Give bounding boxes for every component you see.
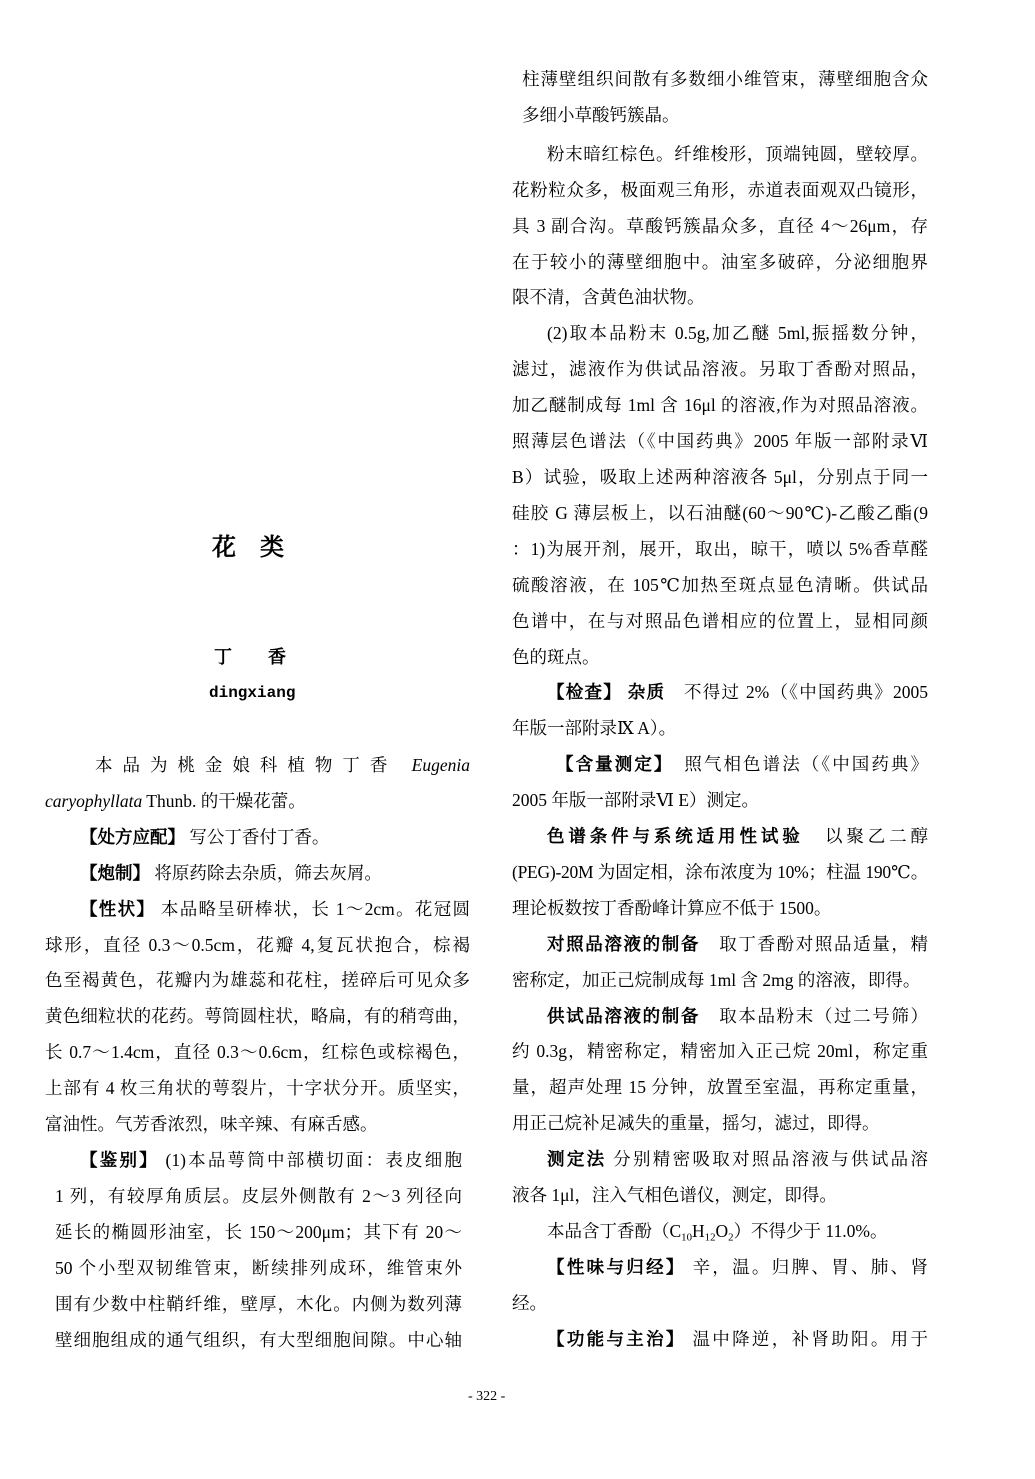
text-line <box>45 999 470 1035</box>
text-line <box>45 820 470 856</box>
text-run: 长 0.7～1.4cm，直径 0.3～0.6cm，红棕色或棕褐色， <box>45 1042 470 1063</box>
bold-label: 【处方应配】 <box>80 826 185 847</box>
bold-label: 【性味与归经】 <box>547 1256 686 1277</box>
text-run: 取丁香酚对照品适量，精 <box>700 933 929 954</box>
text-run: 分别精密吸取对照品溶液与供试品溶 <box>606 1149 929 1170</box>
bold-label: 【鉴别】 <box>80 1149 159 1170</box>
text-line <box>45 784 470 820</box>
text-line <box>512 460 928 496</box>
text-line <box>512 1286 928 1322</box>
paragraph-assay <box>512 747 928 819</box>
text-run: 花粉粒众多，极面观三角形，赤道表面观双凸镜形， <box>512 179 928 200</box>
text-line <box>45 856 470 892</box>
latin-term: caryophyllata <box>45 790 143 811</box>
text-run: 上部有 4 枚三角状的萼裂片，十字状分开。质坚实， <box>45 1078 470 1099</box>
entry-title: 丁 香 <box>214 647 286 667</box>
text-line <box>512 316 928 352</box>
text-run: 黄色细粒状的花药。萼筒圆柱状，略扁，有的稍弯曲， <box>45 1006 470 1027</box>
text-run: 量，超声处理 15 分钟，放置至室温，再称定重量， <box>512 1077 928 1098</box>
text-line <box>512 1070 928 1106</box>
text-run: 将原药除去杂质，筛去灰屑。 <box>150 862 382 883</box>
text-run: 壁细胞组成的通气组织，有大型细胞间隙。中心轴 <box>55 1329 462 1350</box>
text-run: 色谱中，在与对照品色谱相应的位置上，显相同颜 <box>512 610 928 631</box>
paragraph-identification-continued <box>522 62 928 134</box>
text-line <box>512 352 928 388</box>
text-run: 加乙醚制成每 1ml 含 16μl 的溶液,作为对照品溶液。 <box>512 395 928 416</box>
bold-label: 【性状】 <box>80 898 156 919</box>
text-line <box>512 1250 928 1286</box>
text-line <box>512 855 928 891</box>
text-line <box>512 999 928 1035</box>
text-line <box>45 1107 470 1143</box>
text-run: ）不得少于 11.0%。 <box>733 1221 888 1241</box>
text-run: 色至褐黄色，花瓣内为雄蕊和花柱，搓碎后可见众多 <box>45 970 470 991</box>
paragraph-content-limit <box>512 1214 928 1250</box>
text-line <box>512 173 928 209</box>
text-run: 硫酸溶液，在 105℃加热至斑点显色清晰。供试品 <box>512 574 928 595</box>
text-line <box>512 424 928 460</box>
bold-label: 对照品溶液的制备 <box>547 933 701 954</box>
text-run: H <box>692 1221 705 1241</box>
text-line <box>45 1035 470 1071</box>
text-run: Thunb. 的干燥花蕾。 <box>142 790 306 811</box>
text-line <box>55 1215 462 1251</box>
text-run: 照薄层色谱法（《中国药典》2005 年版一部附录Ⅵ <box>512 431 928 452</box>
text-run: 理论板数按丁香酚峰计算应不低于 1500。 <box>512 897 832 918</box>
bold-label: 【炮制】 <box>80 862 150 883</box>
text-line <box>512 1178 928 1214</box>
text-run: 本品略呈研棒状，长 1～2cm。花冠圆 <box>155 898 470 919</box>
paragraph-tlc <box>512 316 928 675</box>
paragraph-function-indication <box>512 1322 928 1358</box>
text-line <box>512 388 928 424</box>
text-line <box>512 1322 928 1358</box>
paragraph-processing <box>45 856 470 892</box>
paragraph-source <box>45 748 470 820</box>
text-run: 液各 1μl，注入气相色谱仪，测定，即得。 <box>512 1185 837 1206</box>
text-run: 照气相色谱法（《中国药典》 <box>664 754 929 775</box>
text-run: 密称定，加正己烷制成每 1ml 含 2mg 的溶液，即得。 <box>512 969 921 990</box>
text-line <box>45 892 470 928</box>
text-run: 约 0.3g，精密称定，精密加入正己烷 20ml，称定重 <box>512 1041 928 1062</box>
text-line <box>45 1143 462 1179</box>
text-line <box>45 1071 470 1107</box>
text-line <box>512 280 928 316</box>
text-line <box>512 209 928 245</box>
paragraph-test-solution <box>512 999 928 1143</box>
text-run: O <box>715 1221 729 1241</box>
text-run: 1 列，有较厚角质层。皮层外侧散有 2～3 列径向 <box>55 1185 462 1206</box>
text-run: 50 个小型双韧维管束，断续排列成环，维管束外 <box>55 1257 462 1278</box>
page-number: - 322 - <box>468 1389 506 1404</box>
subscript: 12 <box>704 1231 716 1244</box>
text-line <box>55 1287 462 1323</box>
text-line <box>512 711 928 747</box>
bold-label: 测定法 <box>547 1149 607 1170</box>
bold-label: 杂质 <box>627 682 666 703</box>
text-run: 不得过 2%（《中国药典》2005 <box>665 682 929 703</box>
text-run: 以聚乙二醇 <box>803 826 929 847</box>
text-run: 写公丁香付丁香。 <box>185 826 330 847</box>
text-run: 本品为桃金娘科植物丁香 <box>95 755 412 775</box>
text-line <box>45 928 470 964</box>
text-run: 粉末暗红棕色。纤维梭形，顶端钝圆，壁较厚。 <box>547 143 928 164</box>
text-line <box>512 891 928 927</box>
text-line <box>512 640 928 676</box>
text-line <box>512 819 928 855</box>
text-line <box>55 1251 462 1287</box>
text-line <box>522 62 928 98</box>
bold-label: 色谱条件与系统适用性试验 <box>547 826 804 847</box>
paragraph-prescription <box>45 820 470 856</box>
text-line <box>512 568 928 604</box>
text-run: 2005 年版一部附录Ⅵ E）测定。 <box>512 790 760 811</box>
text-run: 在于较小的薄壁细胞中。油室多破碎，分泌细胞界 <box>512 251 928 272</box>
text-run: 围有少数中柱鞘纤维，壁厚，木化。内侧为数列薄 <box>55 1293 462 1314</box>
text-run: 用正己烷补足减失的重量，摇匀，滤过，即得。 <box>512 1113 880 1134</box>
section-title: 花 类 <box>212 535 284 561</box>
right-column <box>512 62 928 1358</box>
text-run: ：1)为展开剂，展开，取出，晾干，喷以 5%香草醛 <box>512 538 928 559</box>
text-line <box>512 675 928 711</box>
text-run: 柱薄壁组织间散有多数细小维管束，薄壁细胞含众 <box>522 69 928 89</box>
text-run: 色的斑点。 <box>512 646 600 667</box>
bold-label: 【功能与主治】 <box>547 1328 686 1349</box>
text-line <box>512 137 928 173</box>
text-run: 富油性。气芳香浓烈，味辛辣、有麻舌感。 <box>45 1114 378 1135</box>
text-line <box>512 1034 928 1070</box>
paragraph-description <box>45 892 470 1143</box>
text-line <box>512 245 928 281</box>
text-line <box>512 532 928 568</box>
text-run: 球形，直径 0.3～0.5cm，花瓣 4,复瓦状抱合，棕褐 <box>45 934 470 955</box>
text-line <box>55 1323 462 1359</box>
text-line <box>512 963 928 999</box>
subscript: 2 <box>728 1231 734 1244</box>
text-run: 温中降逆，补肾助阳。用于 <box>685 1328 929 1349</box>
text-line <box>512 747 928 783</box>
text-line <box>522 98 928 134</box>
text-run: 滤过，滤液作为供试品溶液。另取丁香酚对照品， <box>512 359 928 380</box>
text-run: 限不清，含黄色油状物。 <box>512 287 705 308</box>
text-run: 年版一部附录Ⅸ A）。 <box>512 718 677 739</box>
paragraph-identification <box>45 1143 462 1358</box>
text-line <box>45 963 470 999</box>
text-run: 具 3 副合沟。草酸钙簇晶众多，直径 4～26μm，存 <box>512 215 928 236</box>
bold-label: 【检查】 <box>547 682 623 703</box>
text-run: 硅胶 G 薄层板上，以石油醚(60～90℃)-乙酸乙酯(9 <box>512 502 928 523</box>
subscript: 10 <box>681 1231 693 1244</box>
paragraph-chromatographic-conditions <box>512 819 928 927</box>
text-line <box>512 496 928 532</box>
text-run: 本品含丁香酚（C <box>547 1221 682 1241</box>
text-run: 辛，温。归脾、胃、肺、肾 <box>685 1256 929 1277</box>
latin-term: Eugenia <box>411 755 470 775</box>
text-run: (1)本品萼筒中部横切面：表皮细胞 <box>158 1149 463 1170</box>
paragraph-reference-solution <box>512 927 928 999</box>
text-line <box>512 604 928 640</box>
paragraph-property-meridian <box>512 1250 928 1322</box>
text-line <box>512 1106 928 1142</box>
left-column <box>45 748 470 1358</box>
text-run: B）试验，吸取上述两种溶液各 5μl，分别点于同一 <box>512 466 928 487</box>
text-run: 经。 <box>512 1292 547 1313</box>
paragraph-powder <box>512 137 928 317</box>
text-line <box>512 783 928 819</box>
bold-label: 【含量测定】 <box>556 754 665 775</box>
text-run: (2)取本品粉末 0.5g,加乙醚 5ml,振摇数分钟， <box>547 323 928 344</box>
bold-label: 供试品溶液的制备 <box>547 1005 701 1026</box>
text-line <box>512 1214 928 1250</box>
text-line <box>55 1179 462 1215</box>
text-run: 多细小草酸钙簇晶。 <box>522 104 680 125</box>
entry-pinyin: dingxiang <box>209 684 296 702</box>
text-run: 取本品粉末（过二号筛） <box>700 1005 929 1026</box>
paragraph-procedure <box>512 1142 928 1214</box>
text-line <box>512 1142 928 1178</box>
text-line <box>45 748 470 784</box>
text-run: (PEG)-20M 为固定相，涂布浓度为 10%；柱温 190℃。 <box>512 861 928 882</box>
text-line <box>512 927 928 963</box>
text-run: 延长的椭圆形油室，长 150～200μm；其下有 20～ <box>55 1221 462 1242</box>
paragraph-inspection <box>512 675 928 747</box>
